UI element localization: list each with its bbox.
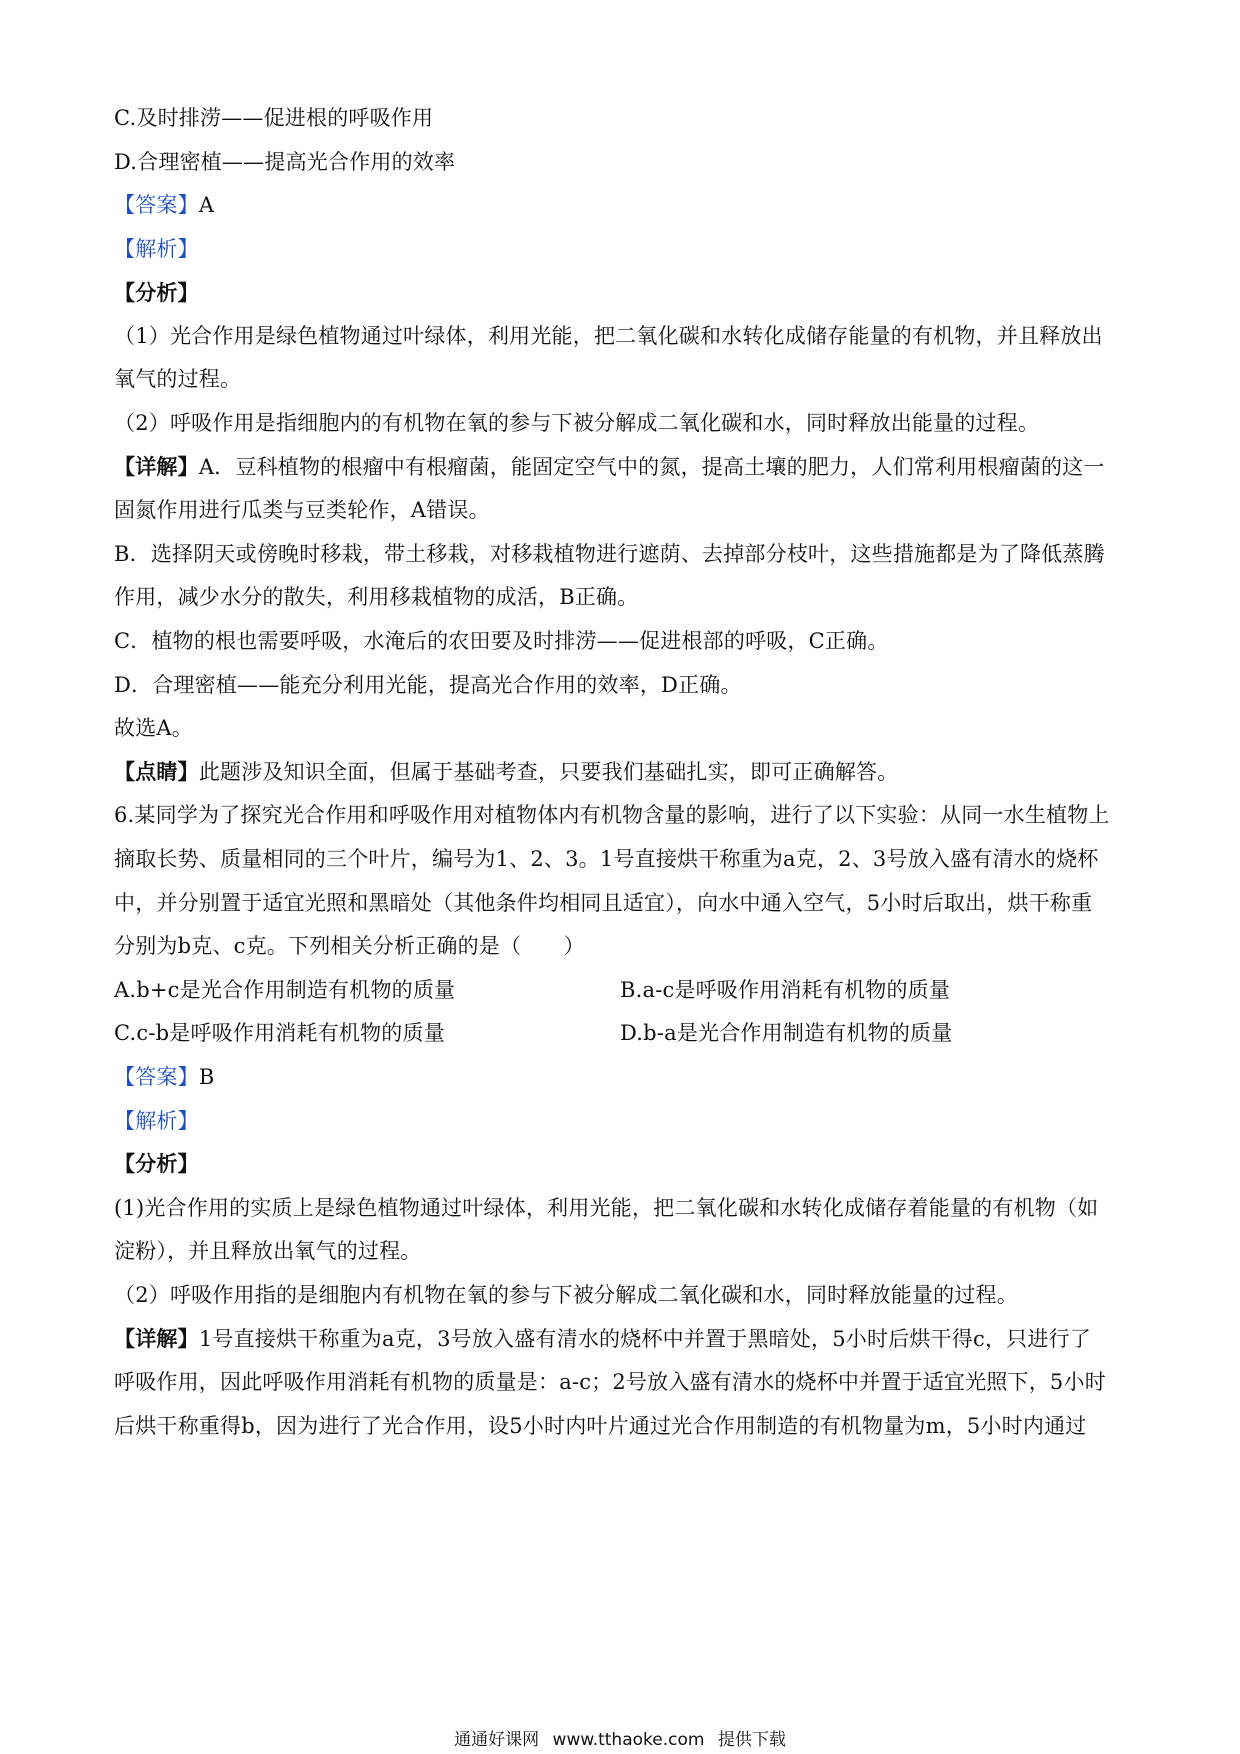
q6-stem-line2: 摘取长势、质量相同的三个叶片，编号为1、2、3。1号直接烘干称重为a克，2、3号放入盛有清水的烧杯 — [114, 847, 1099, 871]
q5-detail-b-line1: B．选择阴天或傍晚时移栽，带土移栽，对移栽植物进行遮荫、去掉部分枝叶，这些措施都是为了降低蒸腾 — [114, 542, 1105, 566]
q5-analysis-p1-line2: 氧气的过程。 — [114, 367, 242, 391]
q6-analysis-p1-line1: (1)光合作用的实质上是绿色植物通过叶绿体，利用光能，把二氧化碳和水转化成储存着能量的有机物（如 — [114, 1196, 1099, 1220]
dianjing-text: 此题涉及知识全面，但属于基础考查，只要我们基础扎实，即可正确解答。 — [198, 760, 899, 784]
q5-option-c: C.及时排涝——促进根的呼吸作用 — [114, 106, 434, 130]
q5-detail-c: C．植物的根也需要呼吸，水淹后的农田要及时排涝——促进根部的呼吸，C正确。 — [114, 629, 889, 653]
q6-fenxi-label: 【分析】 — [114, 1151, 199, 1176]
q5-analysis-label: 【解析】 — [114, 237, 199, 261]
footer-provide: 提供下载 — [717, 1730, 786, 1750]
q5-answer — [114, 190, 214, 220]
q6-option-c: C.c-b是呼吸作用消耗有机物的质量 — [114, 1021, 445, 1045]
page-footer — [0, 1725, 1240, 1750]
q6-option-b: B.a-c是呼吸作用消耗有机物的质量 — [620, 978, 951, 1002]
q5-detail-a-line2: 固氮作用进行瓜类与豆类轮作，A错误。 — [114, 498, 490, 522]
q5-detail-a-line1 — [114, 452, 1105, 482]
q5-detail-b-line2: 作用，减少水分的散失，利用移栽植物的成活，B正确。 — [114, 585, 639, 609]
q6-detail-line1 — [114, 1324, 1091, 1354]
q6-stem-line3: 中，并分别置于适宜光照和黑暗处（其他条件均相同且适宜），向水中通入空气，5小时后取出，烘干称重 — [114, 891, 1093, 915]
q5-option-d: D.合理密植——提高光合作用的效率 — [114, 150, 456, 174]
answer-value: A — [198, 193, 215, 217]
answer-label: 【答案】 — [114, 1065, 199, 1089]
q6-detail-line2: 呼吸作用，因此呼吸作用消耗有机物的质量是：a-c；2号放入盛有清水的烧杯中并置于适宜光照下，5小时 — [114, 1370, 1106, 1394]
q6-analysis-label: 【解析】 — [114, 1109, 199, 1133]
q6-analysis-p2: （2）呼吸作用指的是细胞内有机物在氧的参与下被分解成二氧化碳和水，同时释放能量的过程。 — [114, 1283, 1018, 1307]
detail-label: 【详解】 — [114, 454, 199, 479]
footer-site-name: 通通好课网 — [454, 1730, 540, 1750]
q6-detail-line3: 后烘干称重得b，因为进行了光合作用，设5小时内叶片通过光合作用制造的有机物量为m，5小时内通过 — [114, 1414, 1087, 1438]
q5-analysis-p1-line1: （1）光合作用是绿色植物通过叶绿体，利用光能，把二氧化碳和水转化成储存能量的有机物，并且释放出 — [114, 324, 1103, 348]
q6-stem-line1: 6.某同学为了探究光合作用和呼吸作用对植物体内有机物含量的影响，进行了以下实验：从同一水生植物上 — [114, 803, 1110, 827]
q5-fenxi-label: 【分析】 — [114, 280, 199, 305]
q6-option-d: D.b-a是光合作用制造有机物的质量 — [620, 1021, 953, 1045]
q6-stem-line4: 分别为b克、c克。下列相关分析正确的是（ ） — [114, 934, 585, 958]
detail-label: 【详解】 — [114, 1326, 199, 1351]
footer-site-url[interactable]: www.tthaoke.com — [552, 1730, 705, 1750]
detail-text: 1号直接烘干称重为a克，3号放入盛有清水的烧杯中并置于黑暗处，5小时后烘干得c，只进行了 — [198, 1327, 1091, 1351]
q5-dianjing — [114, 757, 898, 787]
detail-text: A．豆科植物的根瘤中有根瘤菌，能固定空气中的氮，提高土壤的肥力，人们常利用根瘤菌的这一 — [198, 455, 1105, 479]
answer-value: B — [198, 1065, 215, 1089]
q6-answer — [114, 1062, 214, 1092]
q5-analysis-p2: （2）呼吸作用是指细胞内的有机物在氧的参与下被分解成二氧化碳和水，同时释放出能量的过程。 — [114, 411, 1040, 435]
q6-option-a: A.b+c是光合作用制造有机物的质量 — [114, 978, 456, 1002]
q5-choose: 故选A。 — [114, 716, 193, 740]
answer-label: 【答案】 — [114, 193, 199, 217]
dianjing-label: 【点睛】 — [114, 759, 199, 784]
q5-detail-d: D．合理密植——能充分利用光能，提高光合作用的效率，D正确。 — [114, 673, 742, 697]
q6-analysis-p1-line2: 淀粉），并且释放出氧气的过程。 — [114, 1239, 422, 1263]
